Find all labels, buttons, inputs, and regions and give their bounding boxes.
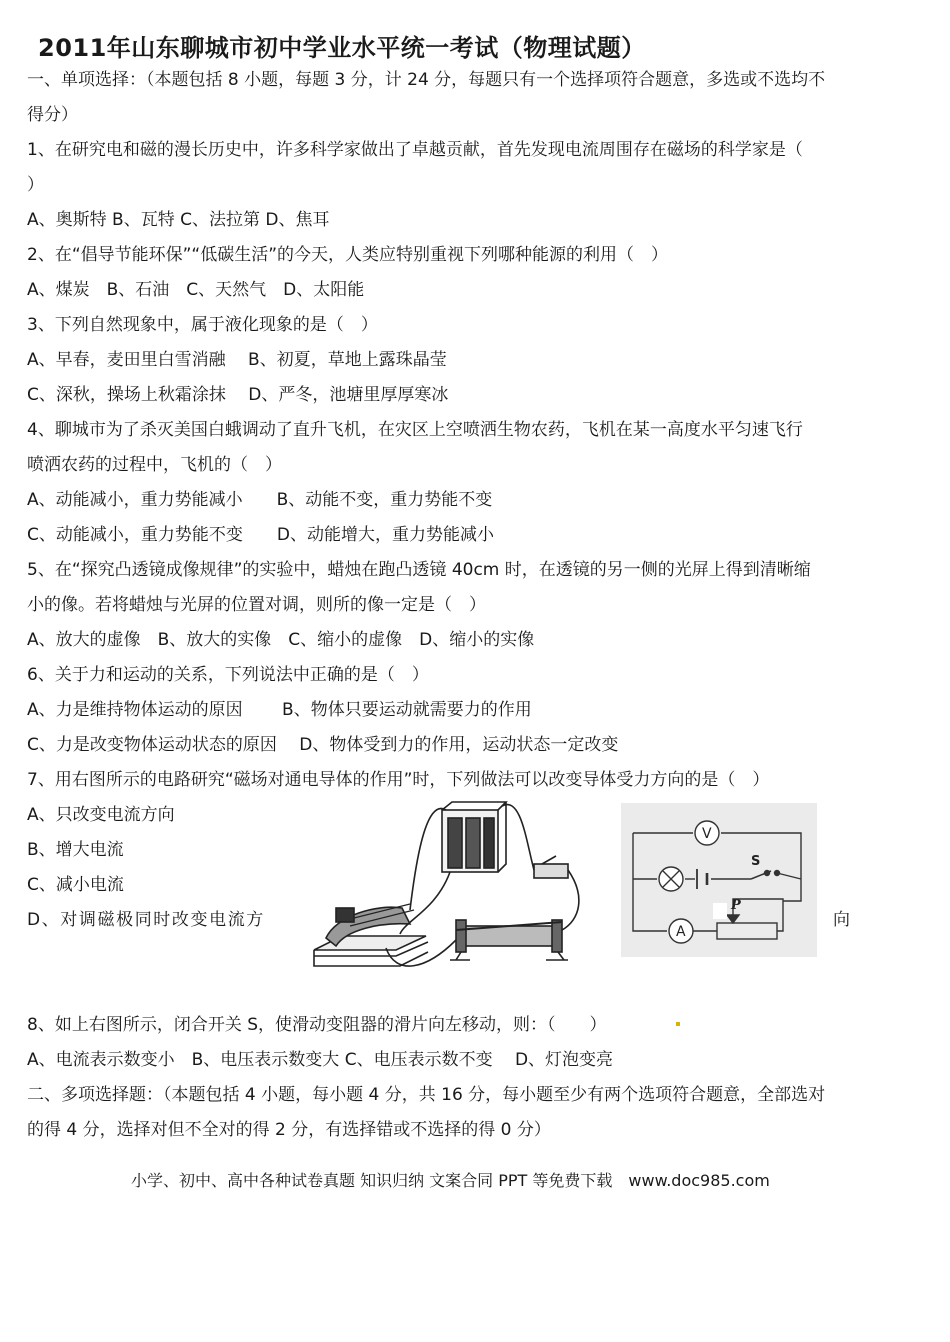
ammeter-label: A (676, 924, 686, 940)
q3-options-row2: C、深秋，操场上秋霜涂抹 D、严冬，池塘里厚厚寒冰 (27, 385, 449, 405)
q5-stem-line2: 小的像。若将蜡烛与光屏的位置对调，则所的像一定是（ ） (27, 595, 486, 615)
q7-option-d: D、对调磁极同时改变电流方 (27, 910, 265, 930)
q3-stem: 3、下列自然现象中，属于液化现象的是（ ） (27, 315, 378, 335)
q5-stem-line1: 5、在“探究凸透镜成像规律”的实验中，蜡烛在跑凸透镜 40cm 时，在透镜的另一侧的光屏上得到清晰缩 (27, 560, 811, 580)
q6-stem: 6、关于力和运动的关系，下列说法中正确的是（ ） (27, 665, 429, 685)
footer-text: 小学、初中、高中各种试卷真题 知识归纳 文案合同 PPT 等免费下载 www.doc985.com (131, 1171, 770, 1190)
decorative-dot (676, 1022, 680, 1026)
q4-stem-line1: 4、聊城市为了杀灭美国白蛾调动了直升飞机，在灾区上空喷洒生物农药，飞机在某一高度水平匀速飞行 (27, 420, 803, 440)
section2-heading-line2: 的得 4 分，选择对但不全对的得 2 分，有选择错或不选择的得 0 分） (27, 1120, 551, 1140)
q5-options: A、放大的虚像 B、放大的实像 C、缩小的虚像 D、缩小的实像 (27, 630, 535, 650)
section2-heading-line1: 二、多项选择题：（本题包括 4 小题，每小题 4 分，共 16 分，每小题至少有两个选项符合题意，全部选对 (27, 1085, 826, 1105)
q8-options: A、电流表示数变小 B、电压表示数变大 C、电压表示数不变 D、灯泡变亮 (27, 1050, 614, 1070)
q1-stem-line2: ） (27, 175, 44, 195)
q1-options: A、奥斯特 B、瓦特 C、法拉第 D、焦耳 (27, 210, 330, 230)
q4-options-row1: A、动能减小，重力势能减小 B、动能不变，重力势能不变 (27, 490, 493, 510)
q1-stem-line1: 1、在研究电和磁的漫长历史中，许多科学家做出了卓越贡献，首先发现电流周围存在磁场的科学家是（ (27, 140, 803, 160)
q7-option-c: C、减小电流 (27, 875, 124, 895)
q7-option-b: B、增大电流 (27, 840, 124, 860)
voltmeter-label: V (702, 826, 712, 842)
q7-stem: 7、用右图所示的电路研究“磁场对通电导体的作用”时，下列做法可以改变导体受力方向的是（ ） (27, 770, 770, 790)
circuit-diagram (621, 803, 817, 957)
q2-stem: 2、在“倡导节能环保”“低碳生活”的今天，人类应特别重视下列哪种能源的利用（ ） (27, 245, 669, 265)
q4-stem-line2: 喷洒农药的过程中，飞机的（ ） (27, 455, 282, 475)
page-title: 2011年山东聊城市初中学业水平统一考试（物理试题） (38, 34, 646, 62)
q3-options-row1: A、早春，麦田里白雪消融 B、初夏，草地上露珠晶莹 (27, 350, 447, 370)
q6-options-row2: C、力是改变物体运动状态的原因 D、物体受到力的作用，运动状态一定改变 (27, 735, 619, 755)
q2-options: A、煤炭 B、石油 C、天然气 D、太阳能 (27, 280, 365, 300)
q7-option-a: A、只改变电流方向 (27, 805, 175, 825)
q6-options-row1: A、力是维持物体运动的原因 B、物体只要运动就需要力的作用 (27, 700, 532, 720)
apparatus-figure (306, 800, 588, 978)
q7-option-d-tail: 向 (833, 910, 850, 930)
q4-options-row2: C、动能减小，重力势能不变 D、动能增大，重力势能减小 (27, 525, 494, 545)
switch-label: S (751, 854, 761, 869)
section1-heading-line1: 一、单项选择：（本题包括 8 小题，每题 3 分，计 24 分，每题只有一个选择项符合题意，多选或不选均不 (27, 70, 826, 90)
q8-stem: 8、如上右图所示，闭合开关 S，使滑动变阻器的滑片向左移动，则：（ ） (27, 1015, 607, 1035)
slider-label: P (731, 898, 741, 913)
section1-heading-line2: 得分） (27, 105, 78, 125)
